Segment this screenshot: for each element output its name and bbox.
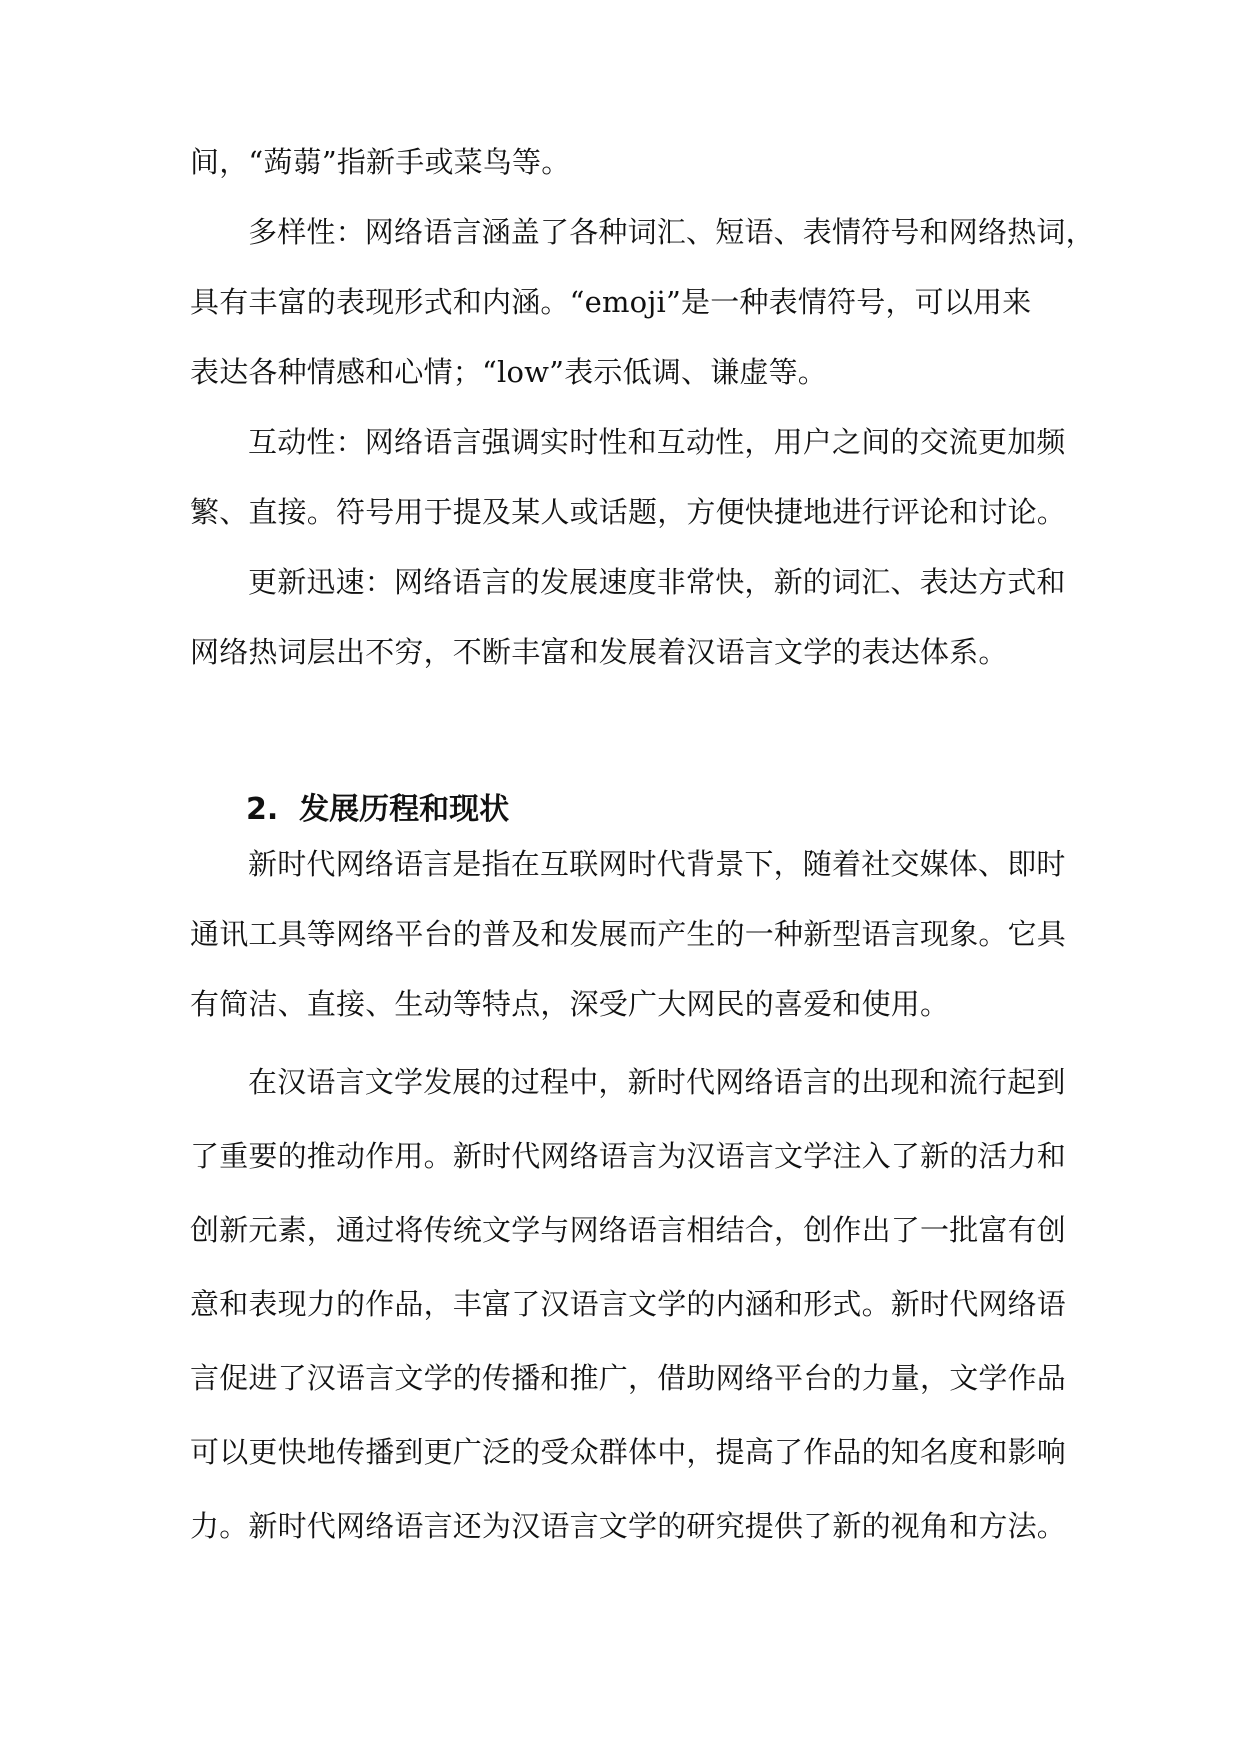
text-line: 意和表现力的作品，丰富了汉语言文学的内涵和形式。新时代网络语 [190, 1287, 1067, 1321]
text-line: 言促进了汉语言文学的传播和推广，借助网络平台的力量，文学作品 [190, 1361, 1067, 1395]
text-line: 新时代网络语言是指在互联网时代背景下，随着社交媒体、即时 [248, 847, 1066, 881]
text-line: 在汉语言文学发展的过程中，新时代网络语言的出现和流行起到 [248, 1065, 1066, 1099]
text-line: 具有丰富的表现形式和内涵。“emoji”是一种表情符号，可以用来 [190, 285, 1032, 319]
text-line: 互动性：网络语言强调实时性和互动性，用户之间的交流更加频 [248, 425, 1066, 459]
section-heading: 2. 发展历程和现状 [246, 792, 510, 827]
text-line: 通讯工具等网络平台的普及和发展而产生的一种新型语言现象。它具 [190, 917, 1067, 951]
text-line: 间，“蒟蒻”指新手或菜鸟等。 [190, 145, 571, 179]
text-line: 繁、直接。符号用于提及某人或话题，方便快捷地进行评论和讨论。 [190, 495, 1067, 529]
paragraph-impact [190, 1044, 1067, 1728]
text-line: 创新元素，通过将传统文学与网络语言相结合，创作出了一批富有创 [190, 1213, 1067, 1247]
text-line: 可以更快地传播到更广泛的受众群体中，提高了作品的知名度和影响 [190, 1435, 1067, 1469]
text-line: 多样性：网络语言涵盖了各种词汇、短语、表情符号和网络热词， [248, 215, 1095, 249]
text-line: 表达各种情感和心情；“low”表示低调、谦虚等。 [190, 355, 828, 389]
text-line: 更新迅速：网络语言的发展速度非常快，新的词汇、表达方式和 [248, 565, 1066, 599]
text-line: 有简洁、直接、生动等特点，深受广大网民的喜爱和使用。 [190, 987, 950, 1021]
text-line: 力。新时代网络语言还为汉语言文学的研究提供了新的视角和方法。 [190, 1509, 1067, 1543]
text-line: 了重要的推动作用。新时代网络语言为汉语言文学注入了新的活力和 [190, 1139, 1067, 1173]
text-line: 网络热词层出不穷，不断丰富和发展着汉语言文学的表达体系。 [190, 635, 1008, 669]
